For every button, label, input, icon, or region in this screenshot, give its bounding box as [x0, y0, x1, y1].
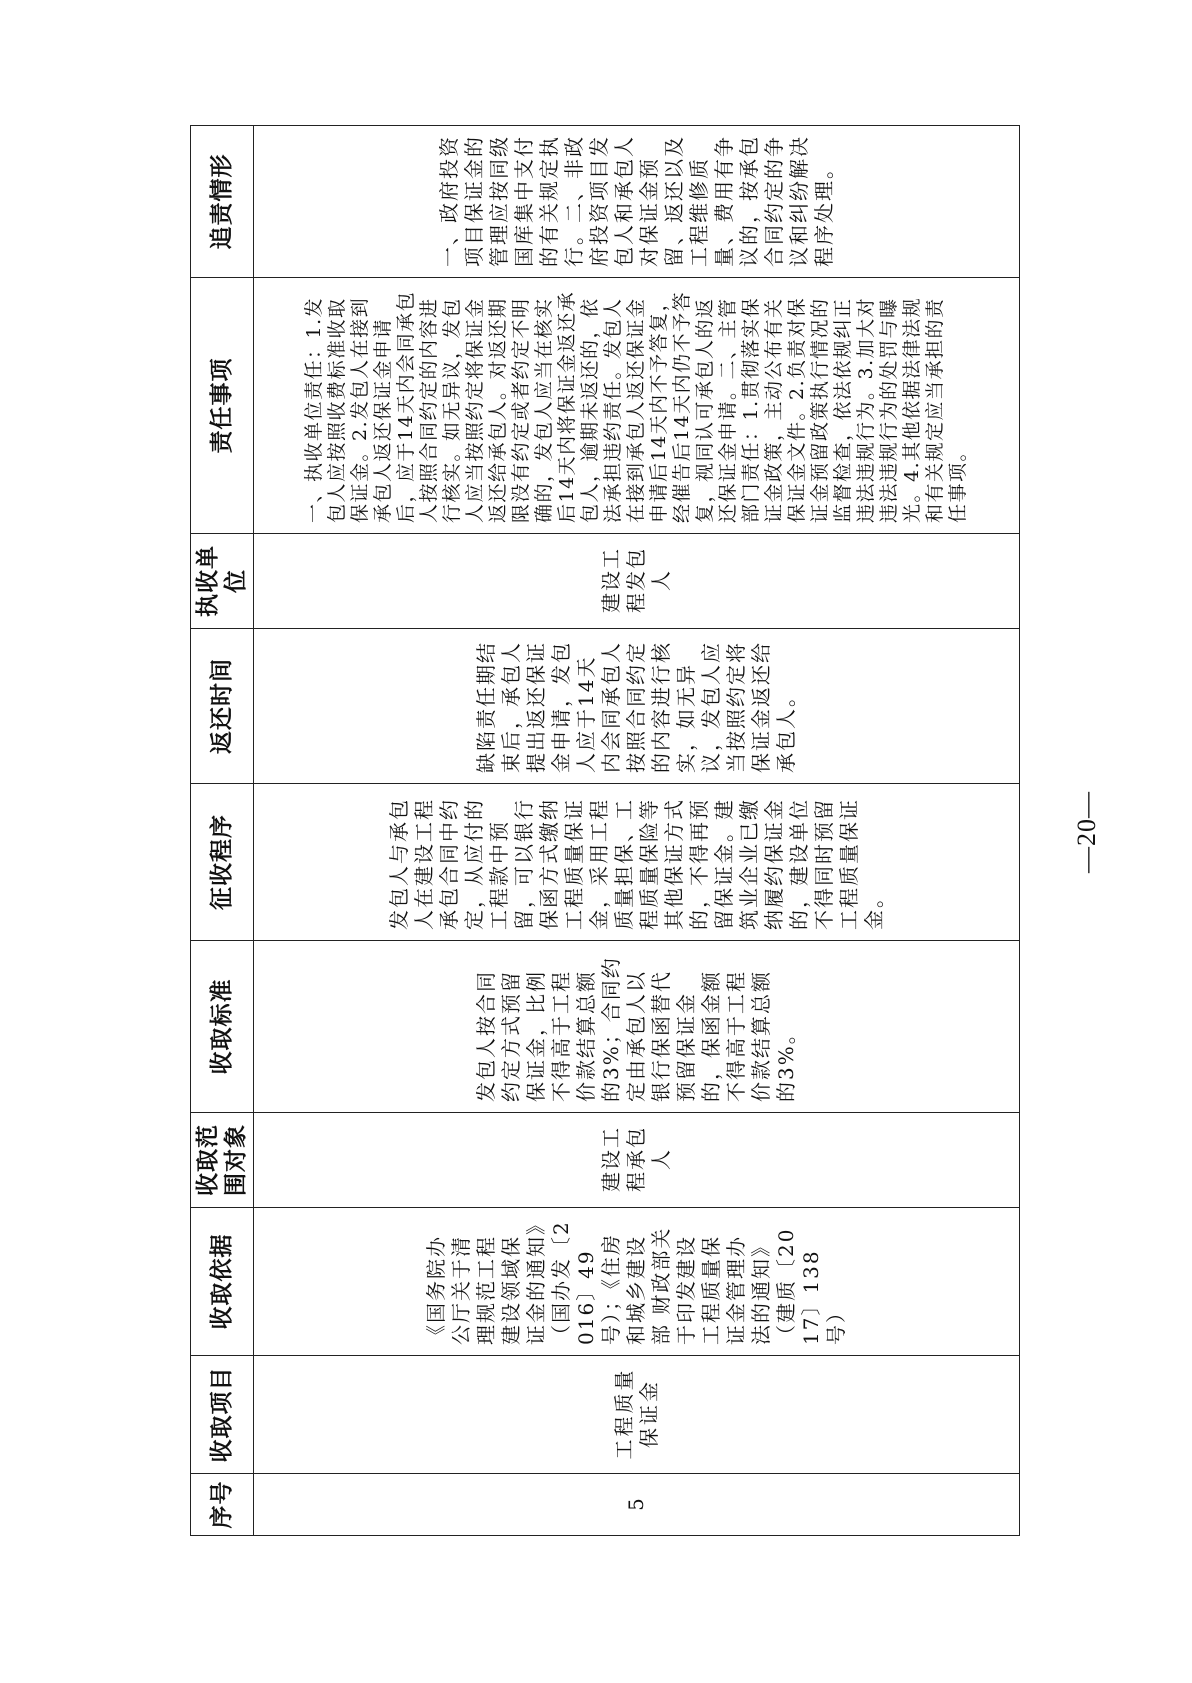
row-item: 工程质量保证金: [254, 1356, 1020, 1474]
header-item: 收取项目: [191, 1356, 254, 1474]
fee-table: [190, 125, 1020, 1536]
header-seq: 序号: [191, 1474, 254, 1536]
row-procedure: 发包人与承包人在建设工程承包合同中约定，从应付的工程款中预留，可以银行保函方式缴纳工程质量保证金，采用工程质量担保、工程质量保险等其他保证方式的，不得再预留保证金。建筑业企业已缴纳履约保证金的，建设单位不得同时预留工程质量保证金。: [254, 784, 1020, 941]
row-return-time: 缺陷责任期结束后，承包人提出返还保证金申请，发包人应于14天内会同承包人按照合同约定的内容进行核实，如无异议，发包人应当按照约定将保证金返还给承包人。: [254, 629, 1020, 784]
header-return-time: 返还时间: [191, 629, 254, 784]
row-unit: 建设工程发包人: [254, 534, 1020, 629]
header-standard: 收取标准: [191, 941, 254, 1113]
row-basis: 《国务院办公厅关于清理规范工程建设领域保证金的通知》（国办发〔2016〕49号）；《住房和城乡建设部 财政部关于印发建设工程质量保证金管理办法的通知》（建质〔2017〕138号）: [254, 1208, 1020, 1356]
row-standard: 发包人按合同约定方式预留保证金，比例不得高于工程价款结算总额的3%；合同约定由承包人以银行保函替代预留保证金的，保函金额不得高于工程价款结算总额的3%。: [254, 941, 1020, 1113]
row-duties: 一、执收单位责任：1.发包人应按照收费标准收取保证金。2.发包人在接到承包人返还保证金申请后，应于14天内会同承包人按照合同约定的内容进行核实。如无异议，发包人应当按照约定将保证金返还给承包人。对返还期限没有约定或者约定不明确的，发包人应当在核实后14天内将保证金返还承包人，逾期未返还的，依法承担违约责任。发包人在接到承包人返还保证金申请后14天内不予答复，经催告后14天内仍不予答复，视同认可承包人的返还保证金申请。二、主管部门责任：1.贯彻落实保证金政策，主动公布有关保证金文件。2.负责对保证金预留政策执行情况的监督检查，依法依规纠正违法违规行为。3.加大对违法违规行为的处罚与曝光。4.其他依据法律法规和有关规定应当承担的责任事项。: [254, 278, 1020, 534]
header-row: [191, 126, 254, 1536]
header-accountability: 追责情形: [191, 126, 254, 278]
row-scope: 建设工程承包人: [254, 1113, 1020, 1208]
row-seq: 5: [254, 1474, 1020, 1536]
row-accountability: 一、政府投资项目保证金的管理应按同级国库集中支付的有关规定执行。二、非政府投资项目发包人和承包人对保证金预留、返还以及工程维修质量、费用有争议的，按承包合同约定的争议和纠纷解决程序处理。: [254, 126, 1020, 278]
page-number: —20—: [1072, 791, 1101, 873]
table-row: [254, 126, 1020, 1536]
header-duties: 责任事项: [191, 278, 254, 534]
header-unit: 执收单位: [191, 534, 254, 629]
header-procedure: 征收程序: [191, 784, 254, 941]
header-basis: 收取依据: [191, 1208, 254, 1356]
header-scope: 收取范围对象: [191, 1113, 254, 1208]
